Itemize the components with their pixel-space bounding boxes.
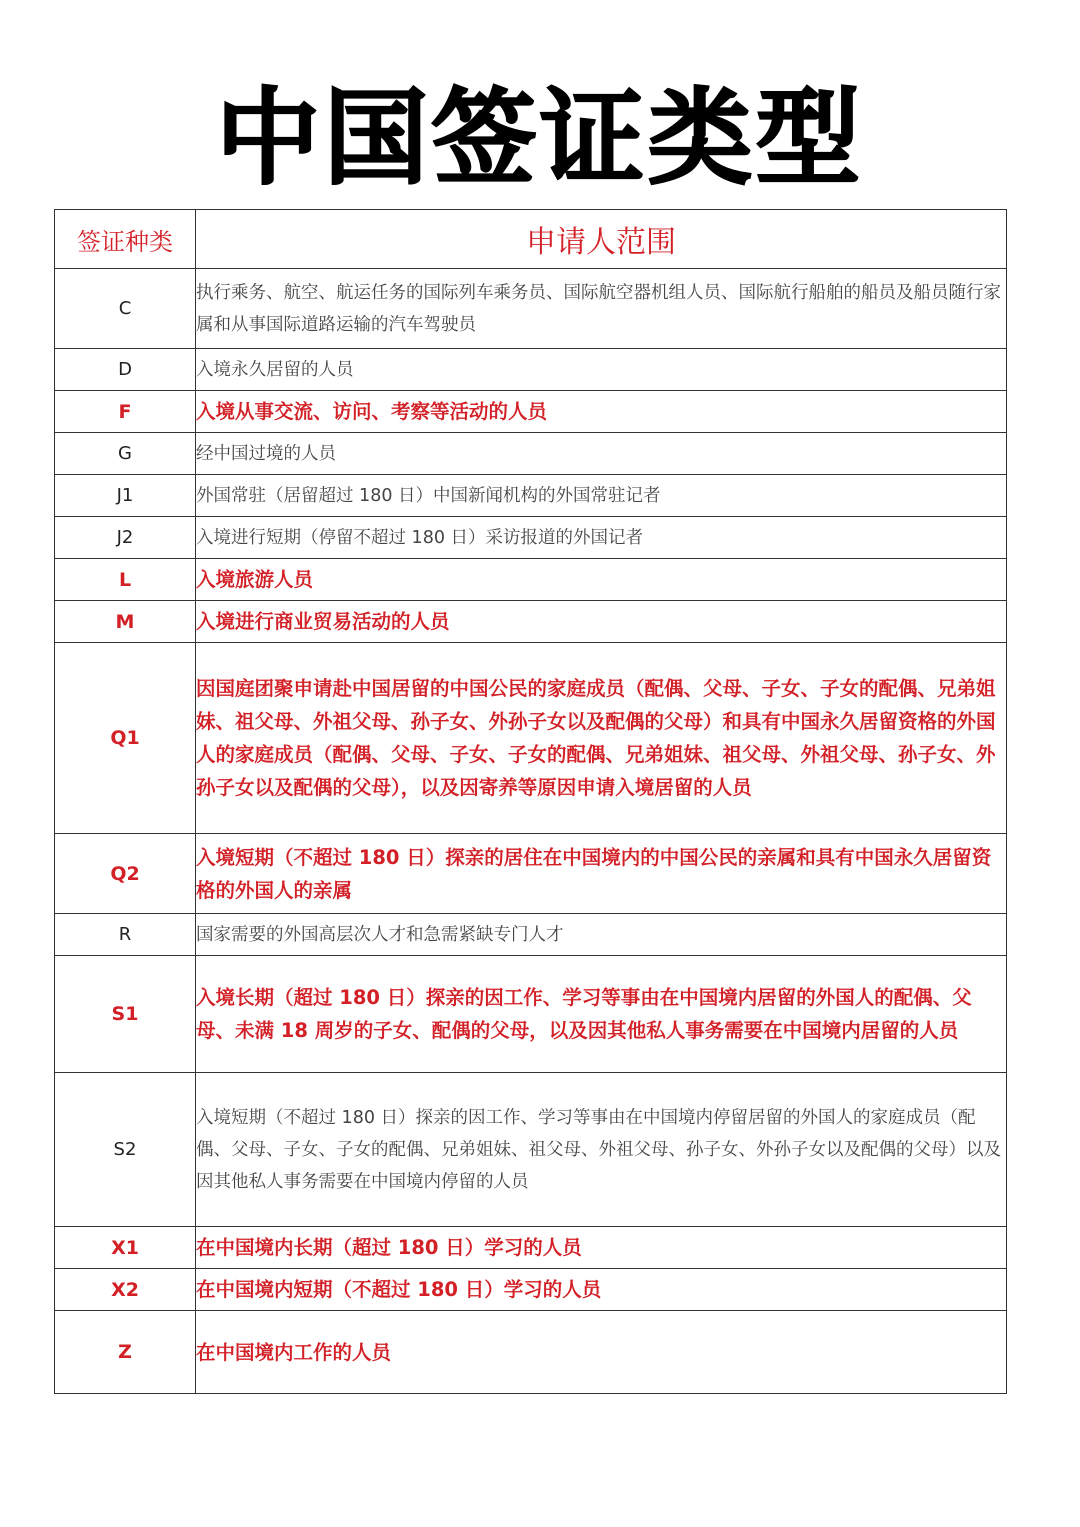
visa-code: D	[55, 349, 196, 391]
applicant-scope: 入境短期（不超过 180 日）探亲的因工作、学习等事由在中国境内停留居留的外国人的家庭成员（配偶、父母、子女、子女的配偶、兄弟姐妹、祖父母、外祖父母、孙子女、外孙子女以及配偶的父母）以及因其他私人事务需要在中国境内停留的人员	[196, 1073, 1007, 1227]
table-row	[55, 1269, 1007, 1311]
table-row	[55, 834, 1007, 914]
visa-code: Z	[55, 1311, 196, 1394]
applicant-scope: 国家需要的外国高层次人才和急需紧缺专门人才	[196, 914, 1007, 956]
visa-code: S2	[55, 1073, 196, 1227]
applicant-scope: 入境短期（不超过 180 日）探亲的居住在中国境内的中国公民的亲属和具有中国永久居留资格的外国人的亲属	[196, 834, 1007, 914]
visa-code: G	[55, 433, 196, 475]
table-row	[55, 956, 1007, 1073]
applicant-scope: 执行乘务、航空、航运任务的国际列车乘务员、国际航空器机组人员、国际航行船舶的船员及船员随行家属和从事国际道路运输的汽车驾驶员	[196, 269, 1007, 349]
table-row	[55, 391, 1007, 433]
visa-types-table	[54, 209, 1007, 1394]
column-header-applicant-scope: 申请人范围	[196, 210, 1007, 269]
visa-code: Q2	[55, 834, 196, 914]
table-row	[55, 269, 1007, 349]
table-row	[55, 1311, 1007, 1394]
table-row	[55, 433, 1007, 475]
visa-code: X2	[55, 1269, 196, 1311]
visa-code: F	[55, 391, 196, 433]
visa-code: M	[55, 601, 196, 643]
applicant-scope: 在中国境内工作的人员	[196, 1311, 1007, 1394]
table-row	[55, 643, 1007, 834]
applicant-scope: 入境长期（超过 180 日）探亲的因工作、学习等事由在中国境内居留的外国人的配偶、父母、未满 18 周岁的子女、配偶的父母，以及因其他私人事务需要在中国境内居留的人员	[196, 956, 1007, 1073]
visa-code: Q1	[55, 643, 196, 834]
table-row	[55, 1073, 1007, 1227]
applicant-scope: 在中国境内长期（超过 180 日）学习的人员	[196, 1227, 1007, 1269]
table-row	[55, 517, 1007, 559]
table-row	[55, 475, 1007, 517]
applicant-scope: 在中国境内短期（不超过 180 日）学习的人员	[196, 1269, 1007, 1311]
applicant-scope: 入境从事交流、访问、考察等活动的人员	[196, 391, 1007, 433]
applicant-scope: 因国庭团聚申请赴中国居留的中国公民的家庭成员（配偶、父母、子女、子女的配偶、兄弟姐妹、祖父母、外祖父母、孙子女、外孙子女以及配偶的父母）和具有中国永久居留资格的外国人的家庭成员（配偶、父母、子女、子女的配偶、兄弟姐妹、祖父母、外祖父母、孙子女、外孙子女以及配偶的父母），以及因寄养等原因申请入境居留的人员	[196, 643, 1007, 834]
applicant-scope: 外国常驻（居留超过 180 日）中国新闻机构的外国常驻记者	[196, 475, 1007, 517]
visa-code: J1	[55, 475, 196, 517]
visa-code: J2	[55, 517, 196, 559]
visa-code: R	[55, 914, 196, 956]
table-row	[55, 559, 1007, 601]
table-header-row	[55, 210, 1007, 269]
applicant-scope: 入境永久居留的人员	[196, 349, 1007, 391]
applicant-scope: 入境进行商业贸易活动的人员	[196, 601, 1007, 643]
applicant-scope: 入境进行短期（停留不超过 180 日）采访报道的外国记者	[196, 517, 1007, 559]
visa-code: L	[55, 559, 196, 601]
table-row	[55, 349, 1007, 391]
page-title: 中国签证类型	[215, 77, 864, 199]
table-row	[55, 1227, 1007, 1269]
table-row	[55, 914, 1007, 956]
visa-code: S1	[55, 956, 196, 1073]
table-row	[55, 601, 1007, 643]
visa-code: X1	[55, 1227, 196, 1269]
visa-code: C	[55, 269, 196, 349]
applicant-scope: 经中国过境的人员	[196, 433, 1007, 475]
column-header-visa-type: 签证种类	[55, 210, 196, 269]
applicant-scope: 入境旅游人员	[196, 559, 1007, 601]
